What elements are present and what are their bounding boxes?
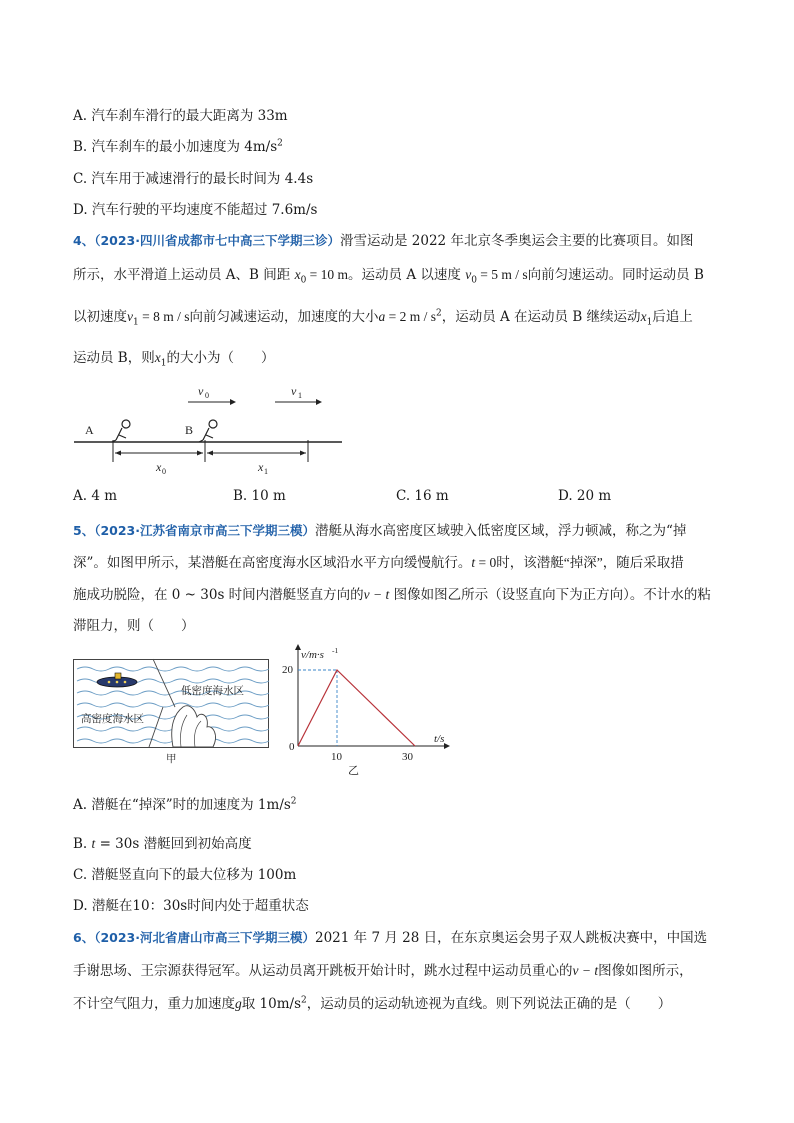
q5-line-1: 5、（2023·江苏省南京市高三下学期三模）潜艇从海水高密度区域驶入低密度区域，浮力顿减，称之为“掉 <box>73 523 687 539</box>
skier-a-icon <box>112 420 130 442</box>
q4-option-b: B. 10 m <box>233 488 286 504</box>
q5-number: 5、 <box>73 523 95 538</box>
skier-b-label: B <box>185 423 194 437</box>
q3-option-a: A. 汽车刹车滑行的最大距离为 33m <box>73 108 288 124</box>
x0-label: x <box>156 460 162 474</box>
v0-sub: 0 <box>205 391 209 400</box>
q6-source: （2023·河北省唐山市高三下学期三模） <box>94 930 315 945</box>
q5-option-c: C. 潜艇竖直向下的最大位移为 100m <box>73 867 297 883</box>
x-tick-10: 10 <box>331 751 342 763</box>
q4-skier-diagram <box>70 378 350 478</box>
skier-b-icon <box>199 420 217 442</box>
v0-arrowhead <box>230 399 236 405</box>
figure-jia-caption: 甲 <box>166 753 177 765</box>
x0-sub: 0 <box>162 467 166 476</box>
q5-line-2: 深”。如图甲所示，某潜艇在高密度海水区域沿水平方向缓慢航行。t = 0时，该潜艇“掉深”，随后采取措 <box>73 555 684 571</box>
q4-option-a: A. 4 m <box>73 488 118 504</box>
q4-number: 4、 <box>73 233 95 248</box>
high-density-label: 高密度海水区 <box>81 713 144 725</box>
low-density-label: 低密度海水区 <box>181 685 244 697</box>
v0-label: v <box>198 384 204 398</box>
x1-sub: 1 <box>264 467 268 476</box>
q4-line-3: 以初速度$v_1 = 8$ m / s向前匀减速运动，加速度的大小a = 2 m / $s^2$，运动员 A 在运动员 B 继续运动$x_1$后追上 <box>73 308 693 328</box>
q5-option-a: A. 潜艇在“掉深”时的加速度为 $1m/s^2$ <box>73 796 297 813</box>
q3-option-d: D. 汽车行驶的平均速度不能超过 7.6m/s <box>73 202 318 218</box>
q4-source: （2023·四川省成都市七中高三下学期三诊） <box>94 233 340 248</box>
q4-option-d: D. 20 m <box>558 488 612 504</box>
q5-option-b: B. t = 30s 潜艇回到初始高度 <box>73 836 252 852</box>
x-axis-arrowhead <box>444 743 450 749</box>
figure-yi-caption: 乙 <box>348 764 359 777</box>
q5-figure-jia <box>73 655 271 765</box>
q6-line-1: 6、（2023·河北省唐山市高三下学期三模）2021 年 7 月 28 日，在东京奥运会男子双人跳板决赛中，中国选 <box>73 930 708 946</box>
q6-number: 6、 <box>73 930 95 945</box>
skier-a-label: A <box>85 423 94 437</box>
x1-label: x <box>258 460 264 474</box>
q6-line-2: 手谢思场、王宗源获得冠军。从运动员离开跳板开始计时，跳水过程中运动员重心的v − t图像如图所示， <box>73 963 693 979</box>
y-axis-label-sup: -1 <box>332 646 339 655</box>
q5-line-3: 施成功脱险，在 0 ~ 30s 时间内潜艇竖直方向的v − t 图像如图乙所示（设竖直向下为正方向）。不计水的粘 <box>73 587 711 603</box>
x-tick-30: 30 <box>402 751 413 763</box>
q4-option-c: C. 16 m <box>396 488 449 504</box>
q4-line-1: 4、（2023·四川省成都市七中高三下学期三诊）滑雪运动是 2022 年北京冬季奥运会主要的比赛项目。如图 <box>73 233 694 249</box>
vt-series-line <box>298 670 415 746</box>
v1-label: v <box>291 384 297 398</box>
q5-source: （2023·江苏省南京市高三下学期三模） <box>94 523 315 538</box>
q5-option-d: D. 潜艇在10：30s时间内处于超重状态 <box>73 898 309 914</box>
v1-sub: 1 <box>298 391 302 400</box>
origin-label: 0 <box>289 741 295 753</box>
y-axis-label: v/m·s <box>301 649 324 661</box>
q4-line-2: 所示，水平滑道上运动员 A、B 间距 $x_0 = 10$ m。运动员 A 以速度 $v_0 = 5$ m / s向前匀速运动。同时运动员 B <box>73 267 704 286</box>
q4-line-4: 运动员 B，则$x_1$的大小为（ ） <box>73 350 275 369</box>
q5-vt-chart <box>282 642 452 778</box>
v1-arrowhead <box>316 399 322 405</box>
x-axis-label: t/s <box>434 733 445 745</box>
y-tick-20: 20 <box>282 664 293 676</box>
q3-option-c: C. 汽车用于减速滑行的最长时间为 4.4s <box>73 171 314 187</box>
q3-option-b: B. 汽车刹车的最小加速度为 $4m/s^2$ <box>73 138 283 155</box>
q5-line-4: 滞阻力，则（ ） <box>73 618 195 634</box>
q6-line-3: 不计空气阻力，重力加速度g取 $10m/s^2$，运动员的运动轨迹视为直线。则下列说法正确的是（ ） <box>73 995 672 1012</box>
